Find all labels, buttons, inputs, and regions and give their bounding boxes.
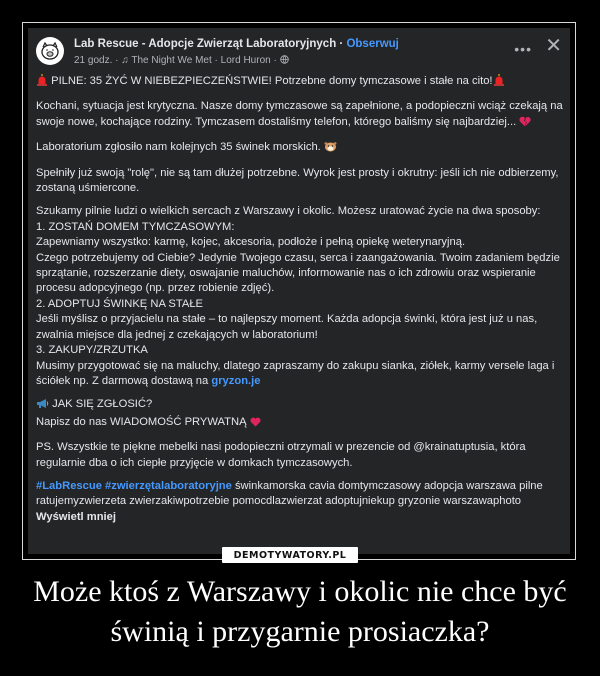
headline-paragraph	[36, 74, 564, 91]
options-paragraph	[36, 204, 564, 389]
siren-icon	[36, 74, 48, 91]
meta-dot: ·	[115, 55, 122, 66]
contact-title: JAK SIĘ ZGŁOSIĆ?	[52, 398, 153, 411]
broken-heart-icon	[519, 116, 531, 132]
contact-text-line	[36, 415, 564, 432]
option-3-line	[36, 359, 564, 390]
meta-separator: ·	[270, 55, 280, 66]
option-2-text: Jeśli myślisz o przyjacielu na stałe – to najlepszy moment. Każda adopcja świnki, która jest już u nas, zwalnia miejsce dla jednej z czekających w laboratorium!	[36, 313, 538, 341]
contact-paragraph	[36, 397, 564, 432]
gryzon-link[interactable]: gryzon.je	[211, 374, 261, 387]
post-header	[36, 36, 562, 70]
option-1-text-b: Czego potrzebujemy od Ciebie? Jedynie Twojego czasu, serca i zaangażowania. Twoim zadaniem będzie sprzątanie, rozszerzanie diety, oswajanie maluchów, informowanie nas o ich zdrowiu oraz wspieranie procesu adopcyjnego (np. przez robienie zdjęć).	[36, 251, 560, 295]
lab-text: Laboratorium zgłosiło nam kolejnych 35 świnek morskich.	[36, 141, 321, 154]
siren-icon	[493, 74, 505, 91]
close-icon[interactable]: ✕	[545, 35, 562, 57]
contact-title-line	[36, 397, 564, 414]
watermark-badge	[222, 547, 358, 563]
follow-button[interactable]: Obserwuj	[346, 38, 399, 50]
page-name-line	[74, 38, 399, 50]
tags-text: świnkamorska cavia domtymczasowy adopcja warszawa pilne ratujemyzwierzeta zwierzakiwpotrzebie pomocdlazwierzat adoptujniekup gryzonie warszawaphoto	[36, 479, 543, 508]
hashtag-links[interactable]: #LabRescue #zwierzętalaboratoryjne	[36, 479, 232, 492]
song-name[interactable]: The Night We Met · Lord Huron	[131, 55, 271, 66]
more-options-button[interactable]: •••	[514, 41, 532, 57]
guinea-pig-icon	[324, 140, 337, 157]
heart-icon	[250, 417, 261, 432]
name-separator: ·	[336, 38, 347, 50]
page-name[interactable]: Lab Rescue - Adopcje Zwierząt Laboratoryjnych	[74, 38, 337, 50]
intro-paragraph	[36, 99, 564, 132]
option-2-title: 2. ADOPTUJ ŚWINKĘ NA STAŁE	[36, 297, 204, 310]
option-1-text-a: Zapewniamy wszystko: karmę, kojec, akcesoria, podłoże i pełną opiekę weterynaryjną.	[36, 236, 466, 249]
option-3-text: Musimy przygotować się na maluchy, dlatego zapraszamy do zakupu sianka, ziółek, karmy versele laga i ściółek np. Z darmową dostawą na	[36, 359, 555, 387]
option-3-title: 3. ZAKUPY/ZRZUTKA	[36, 344, 148, 357]
tags-paragraph	[36, 479, 564, 525]
intro-text: Kochani, sytuacja jest krytyczna. Nasze domy tymczasowe są zapełnione, a podopieczni wciąż czekają na swoje nowe, kochające rodziny. Tymczasem dostaliśmy telefon, którego baliśmy się najbardziej...	[36, 100, 563, 128]
post-time[interactable]: 21 godz.	[74, 55, 113, 66]
option-1-title: 1. ZOSTAŃ DOMEM TYMCZASOWYM:	[36, 220, 235, 233]
contact-text: Napisz do nas WIADOMOŚĆ PRYWATNĄ	[36, 415, 247, 428]
call-text: Szukamy pilnie ludzi o wielkich sercach z Warszawy i okolic. Możesz uratować życie na dwa sposoby:	[36, 205, 541, 218]
post-meta	[74, 55, 289, 66]
ps-paragraph: PS. Wszystkie te piękne mebelki nasi podopieczni otrzymali w prezencie od @krainatuptusia, która regularnie dba o ich ciepłe przyjęcie w domkach tymczasowych.	[36, 441, 526, 469]
music-note-icon: ♫	[121, 55, 129, 66]
headline-text: PILNE: 35 ŻYĆ W NIEBEZPIECZEŃSTWIE! Potrzebne domy tymczasowe i stałe na cito!	[51, 75, 493, 87]
globe-icon	[280, 55, 289, 66]
demotivator-caption: Może ktoś z Warszawy i okolic nie chce być świnią i przygarnie prosiaczka?	[33, 575, 567, 648]
facebook-post-card	[28, 28, 570, 554]
post-body	[36, 74, 564, 533]
role-paragraph: Spełniły już swoją "rolę", nie są tam dłużej potrzebne. Wyrok jest prosty i okrutny: jeśli ich nie odbierzemy, zostaną uśmiercone.	[36, 166, 559, 195]
watermark-text: DEMOTYWATORY.PL	[233, 549, 347, 561]
see-less-link[interactable]: Wyświetl mniej	[36, 510, 116, 523]
megaphone-icon	[36, 398, 49, 414]
pig-icon[interactable]	[36, 37, 64, 65]
lab-paragraph	[36, 140, 564, 157]
